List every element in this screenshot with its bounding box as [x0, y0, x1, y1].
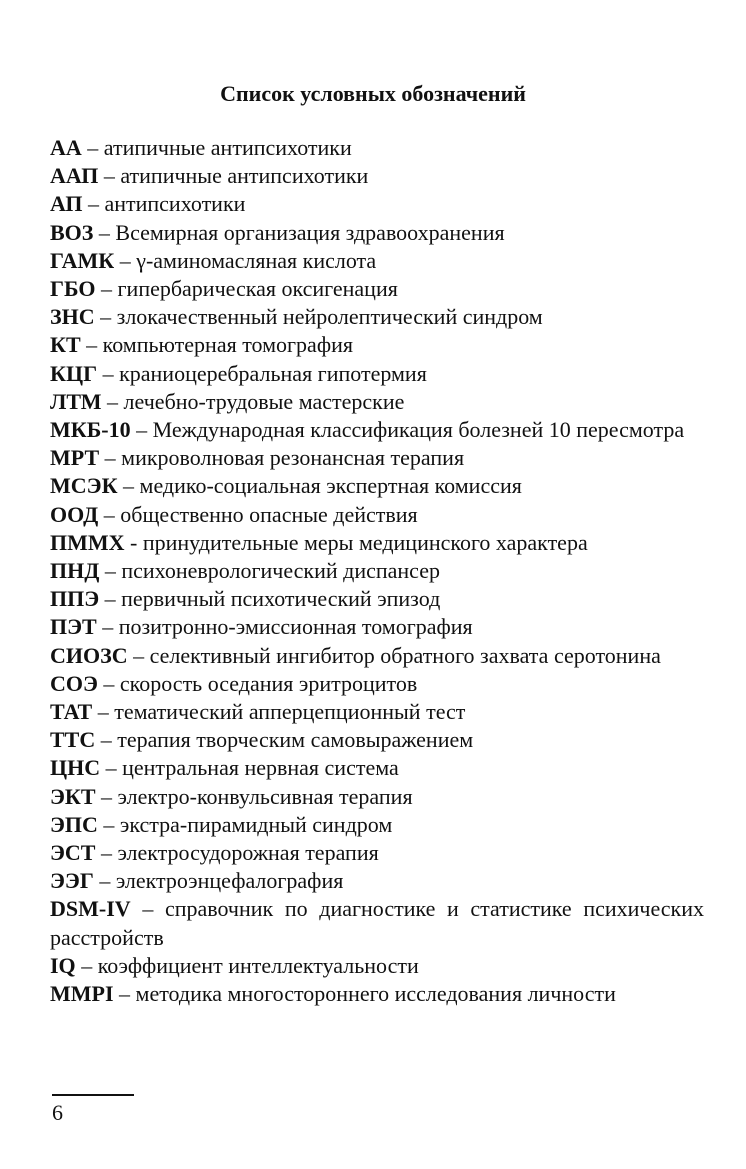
abbreviation: ВОЗ — [50, 219, 94, 245]
list-item — [50, 698, 704, 726]
list-item — [50, 754, 704, 782]
separator: – — [101, 276, 113, 302]
abbreviation: ЗНС — [50, 304, 95, 330]
footnote-rule — [52, 1094, 134, 1096]
definition: микроволновая резонансная терапия — [121, 445, 465, 471]
separator: – — [97, 699, 109, 725]
abbreviation: ООД — [50, 501, 99, 527]
abbreviation: ЭПС — [50, 811, 98, 837]
definition: лечебно-трудовые мастерские — [123, 388, 405, 414]
definition: злокачественный нейролептический синдром — [116, 304, 543, 330]
list-item — [50, 613, 704, 641]
definition: общественно опасные действия — [120, 501, 418, 527]
list-item — [50, 331, 704, 359]
definition: тематический апперцепционный тест — [114, 699, 466, 725]
definition: селективный ингибитор обратного захвата серотонина — [149, 642, 661, 668]
separator: – — [102, 360, 114, 386]
list-item — [50, 867, 704, 895]
abbreviation: DSM-IV — [50, 896, 131, 922]
abbreviation: МСЭК — [50, 473, 118, 499]
list-item — [50, 783, 704, 811]
separator: – — [136, 417, 148, 443]
separator: – — [119, 247, 131, 273]
separator: – — [100, 727, 112, 753]
list-item — [50, 134, 704, 162]
list-item — [50, 811, 704, 839]
separator: - — [130, 529, 138, 555]
list-item — [50, 360, 704, 388]
separator: – — [100, 840, 112, 866]
page-number: 6 — [52, 1100, 63, 1125]
definition: γ-аминомасляная кислота — [136, 247, 377, 273]
list-item — [50, 895, 704, 951]
definition: позитронно-эмиссионная томография — [118, 614, 473, 640]
separator: – — [104, 586, 116, 612]
definition: первичный психотический эпизод — [121, 586, 441, 612]
definition: электросудорожная терапия — [117, 840, 379, 866]
definition: методика многостороннего исследования личности — [135, 981, 616, 1007]
definition: коэффициент интеллектуальности — [97, 952, 419, 978]
definition: Всемирная организация здравоохранения — [115, 219, 505, 245]
separator: – — [87, 191, 99, 217]
list-item — [50, 472, 704, 500]
definition: экстра-пирамидный синдром — [119, 811, 393, 837]
list-item — [50, 670, 704, 698]
definition: атипичные антипсихотики — [103, 135, 352, 160]
separator: – — [119, 981, 131, 1007]
separator: – — [133, 642, 145, 668]
abbreviation: ААП — [50, 163, 99, 189]
list-item — [50, 388, 704, 416]
separator: – — [104, 445, 116, 471]
definition: гипербарическая оксигенация — [117, 276, 398, 302]
abbreviations-list — [50, 134, 704, 1008]
separator: – — [104, 558, 116, 584]
separator: – — [107, 388, 119, 414]
definition: медико-социальная экспертная комиссия — [139, 473, 522, 499]
abbreviation: ЭЭГ — [50, 868, 94, 894]
abbreviation: АА — [50, 135, 82, 160]
abbreviation: ППЭ — [50, 586, 100, 612]
separator: – — [100, 304, 112, 330]
definition: справочник по диагностике и статистике психических расстройств — [50, 896, 705, 950]
separator: – — [123, 473, 135, 499]
abbreviation: ТАТ — [50, 699, 93, 725]
definition: терапия творческим самовыражением — [117, 727, 474, 753]
list-item — [50, 444, 704, 472]
separator: – — [87, 135, 99, 160]
separator: – — [103, 163, 115, 189]
separator: – — [81, 952, 93, 978]
list-item — [50, 585, 704, 613]
definition: психоневрологический диспансер — [121, 558, 440, 584]
definition: центральная нервная система — [122, 755, 399, 781]
separator: – — [103, 501, 115, 527]
list-item — [50, 275, 704, 303]
definition: атипичные антипсихотики — [120, 163, 369, 189]
definition: скорость оседания эритроцитов — [119, 670, 418, 696]
list-item — [50, 219, 704, 247]
list-item — [50, 190, 704, 218]
abbreviation: IQ — [50, 952, 76, 978]
list-item — [50, 642, 704, 670]
separator: – — [86, 332, 98, 358]
abbreviation: ЭКТ — [50, 783, 96, 809]
definition: компьютерная томография — [102, 332, 353, 358]
list-item — [50, 303, 704, 331]
abbreviation: ПНД — [50, 558, 100, 584]
abbreviation: АП — [50, 191, 83, 217]
list-item — [50, 501, 704, 529]
list-item — [50, 162, 704, 190]
abbreviation: МКБ-10 — [50, 417, 131, 443]
abbreviation: МРТ — [50, 445, 100, 471]
definition: электроэнцефалография — [115, 868, 344, 894]
abbreviation: КЦГ — [50, 360, 98, 386]
abbreviation: СИОЗС — [50, 642, 128, 668]
list-item — [50, 416, 704, 444]
list-item — [50, 839, 704, 867]
abbreviation: ПЭТ — [50, 614, 97, 640]
list-item — [50, 952, 704, 980]
abbreviation: ПММХ — [50, 529, 125, 555]
separator: – — [142, 896, 154, 922]
separator: – — [99, 868, 111, 894]
definition: Международная классификация болезней 10 пересмотра — [152, 417, 685, 443]
definition: принудительные меры медицинского характера — [142, 529, 588, 555]
separator: – — [103, 670, 115, 696]
list-item — [50, 557, 704, 585]
separator: – — [102, 614, 114, 640]
abbreviation: ТТС — [50, 727, 96, 753]
abbreviation: КТ — [50, 332, 81, 358]
abbreviation: ЭСТ — [50, 840, 96, 866]
separator: – — [105, 755, 117, 781]
definition: электро-конвульсивная терапия — [117, 783, 413, 809]
list-item — [50, 980, 704, 1008]
list-item — [50, 247, 704, 275]
abbreviation: ГАМК — [50, 247, 115, 273]
separator: – — [101, 783, 113, 809]
abbreviation: MMPI — [50, 981, 114, 1007]
definition: антипсихотики — [104, 191, 246, 217]
abbreviation: СОЭ — [50, 670, 98, 696]
separator: – — [98, 219, 110, 245]
separator: – — [103, 811, 115, 837]
list-item — [50, 726, 704, 754]
page-title: Список условных обозначений — [220, 81, 526, 106]
abbreviation: ЛТМ — [50, 388, 102, 414]
abbreviation: ЦНС — [50, 755, 101, 781]
abbreviation: ГБО — [50, 276, 96, 302]
list-item — [50, 529, 704, 557]
definition: краниоцеребральная гипотермия — [119, 360, 427, 386]
